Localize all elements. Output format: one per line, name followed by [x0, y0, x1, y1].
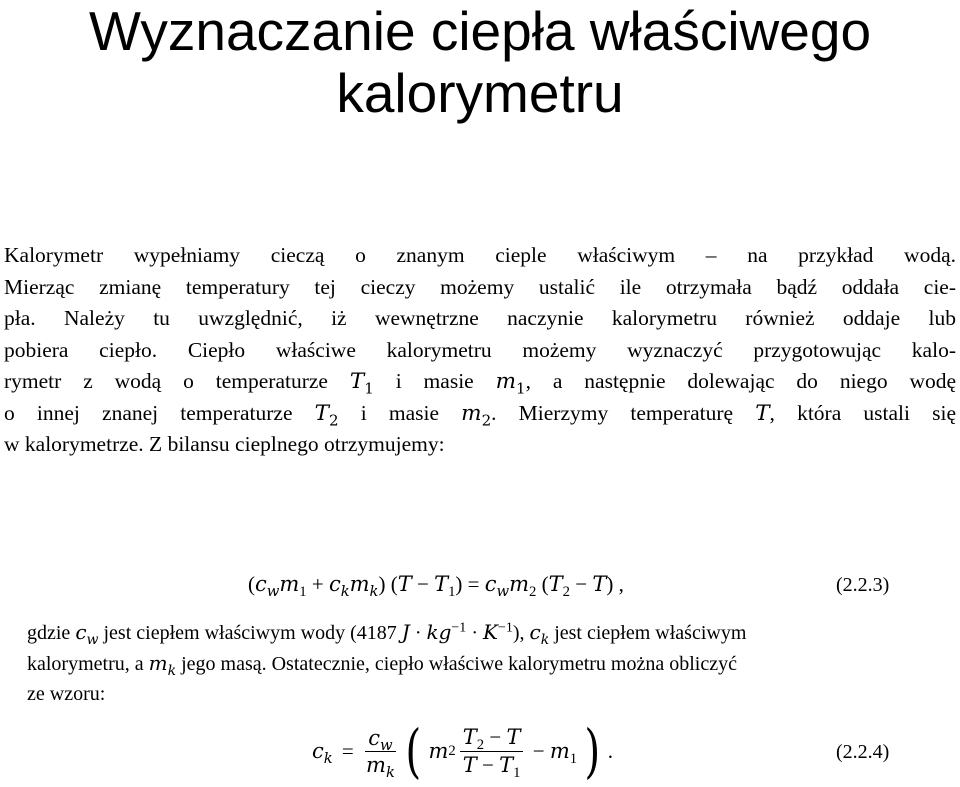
equation-specific-heat: $c_k$ = $\frac{c_w}{m_k}$ ( m 2 $\frac{T_2 - T}{T - T_1}$ − $m_1$ ) .: [312, 717, 613, 785]
equation-number: (2.2.4): [836, 741, 890, 763]
equation-number: (2.2.3): [836, 574, 890, 596]
equation-heat-balance: $(c_wm_1 + c_km_k) (T - T_1) = c_wm_2$ $(T_2 - T)$ ,: [248, 572, 624, 601]
text-line: w kalorymetrze. Z bilansu cieplnego otrzymujemy:: [4, 432, 445, 456]
text-line: ze wzoru:: [27, 683, 106, 705]
text-line: kalorymetru, a $m_k$ jego masą. Ostatecznie, ciepło właściwe kalorymetru można obliczyć: [27, 651, 737, 679]
paragraph-intro: [4, 240, 956, 461]
text-line: pobiera ciepło. Ciepło właściwe kalorymetru możemy wyznaczyć przygotowując kalo-: [4, 337, 956, 362]
text-line: gdzie $c_w$ jest ciepłem właściwym wody (4187 $J \cdot kg^{-1} \cdot K^{-1}$), $c_k$ jest ciepłem właściwym: [27, 620, 747, 648]
fraction: $\frac{c_w}{m_k}$: [366, 725, 395, 781]
text-line: Kalorymetr wypełniamy cieczą o znanym cieple właściwym – na przykład wodą.: [4, 243, 956, 267]
text-line: o innej znanej temperaturze $T_2$ i masie $m_2$. Mierzymy temperaturę T, która ustali się: [4, 400, 957, 429]
text-line: rymetr z wodą o temperaturze $T_1$ i masie $m_1$, a następnie dolewając do niego wodę: [4, 369, 957, 398]
fraction: $\frac{T_2 - T}{T - T_1}$: [460, 725, 524, 778]
slide-title: Wyznaczanie ciepła właściwego kalorymetru: [88, 0, 872, 124]
paragraph-explanation: [27, 617, 904, 709]
text-line: Mierząc zmianę temperatury tej cieczy możemy ustalić ile otrzymała bądź oddała cie-: [4, 274, 956, 299]
text-line: pła. Należy tu uwzględnić, iż wewnętrzne naczynie kalorymetru również oddaje lub: [4, 306, 956, 330]
